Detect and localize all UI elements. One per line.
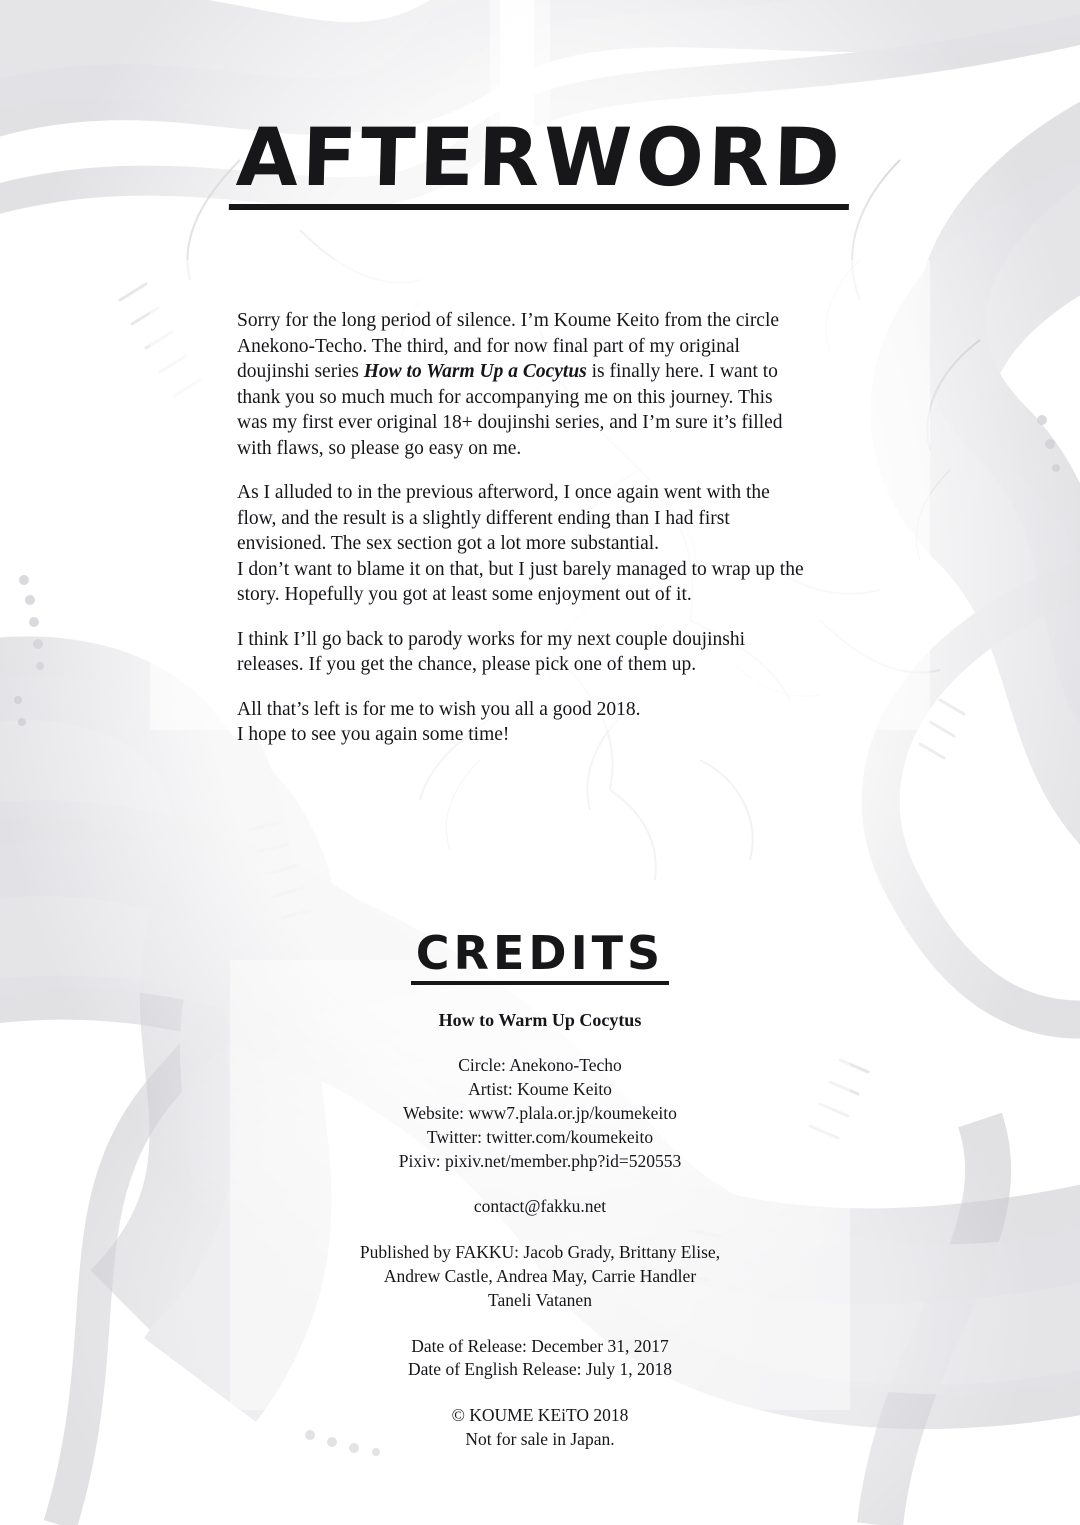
credits-line: Date of Release: December 31, 2017 (411, 1335, 669, 1356)
credits-block (0, 1008, 1080, 1452)
credits-line: Circle: Anekono-Techo (458, 1055, 622, 1076)
afterword-body (237, 308, 807, 748)
afterword-paragraph: As I alluded to in the previous afterword, I once again went with the flow, and the result is a slightly different ending than I had first envisioned. The sex section got a lot more substantial. I don’t want to blame it on that, but I just barely managed to wrap up the story. Hopefully you got at least some enjoyment out of it. (237, 482, 804, 606)
afterword-paragraph: Sorry for the long period of silence. I’m Koume Keito from the circle Anekono-Techo. The third, and for now final part of my original doujinshi series How to Warm Up a Cocytus is finally here. I want to thank you so much much for accompanying me on this journey. This was my first ever original 18+ doujinshi series, and I’m sure it’s filled with flaws, so please go easy on me. (237, 310, 783, 459)
credits-production (0, 1054, 1080, 1173)
credits-line: Not for sale in Japan. (465, 1429, 615, 1450)
credits-line: © KOUME KEiTO 2018 (451, 1405, 629, 1426)
credits-line: Published by FAKKU: Jacob Grady, Brittany Elise, (359, 1242, 721, 1263)
page-title-afterword (0, 111, 1080, 210)
credits-contact (0, 1195, 1080, 1219)
credits-release (0, 1335, 1080, 1383)
credits-copyright (0, 1404, 1080, 1452)
credits-line: contact@fakku.net (473, 1196, 607, 1217)
page-title-credits (0, 926, 1080, 985)
afterword-paragraph: All that’s left is for me to wish you all a good 2018. I hope to see you again some time! (237, 698, 641, 746)
credits-heading-text: CREDITS (411, 930, 669, 985)
credits-work-title: How to Warm Up Cocytus (438, 1010, 642, 1030)
credits-line: Taneli Vatanen (488, 1289, 592, 1310)
credits-publisher (0, 1241, 1080, 1312)
credits-line: Website: www7.plala.or.jp/koumekeito (403, 1103, 677, 1124)
work-title-emphasis: How to Warm Up a Cocytus (363, 361, 587, 383)
credits-line: Date of English Release: July 1, 2018 (408, 1359, 672, 1380)
afterword-heading-text: AFTERWORD (229, 118, 851, 210)
credits-line: Pixiv: pixiv.net/member.php?id=520553 (398, 1150, 682, 1171)
credits-line: Twitter: twitter.com/koumekeito (426, 1126, 654, 1147)
credits-line: Andrew Castle, Andrea May, Carrie Handler (383, 1266, 697, 1287)
afterword-paragraph: I think I’ll go back to parody works for my next couple doujinshi releases. If you get the chance, please pick one of them up. (237, 628, 745, 676)
credits-line: Artist: Koume Keito (468, 1079, 612, 1100)
